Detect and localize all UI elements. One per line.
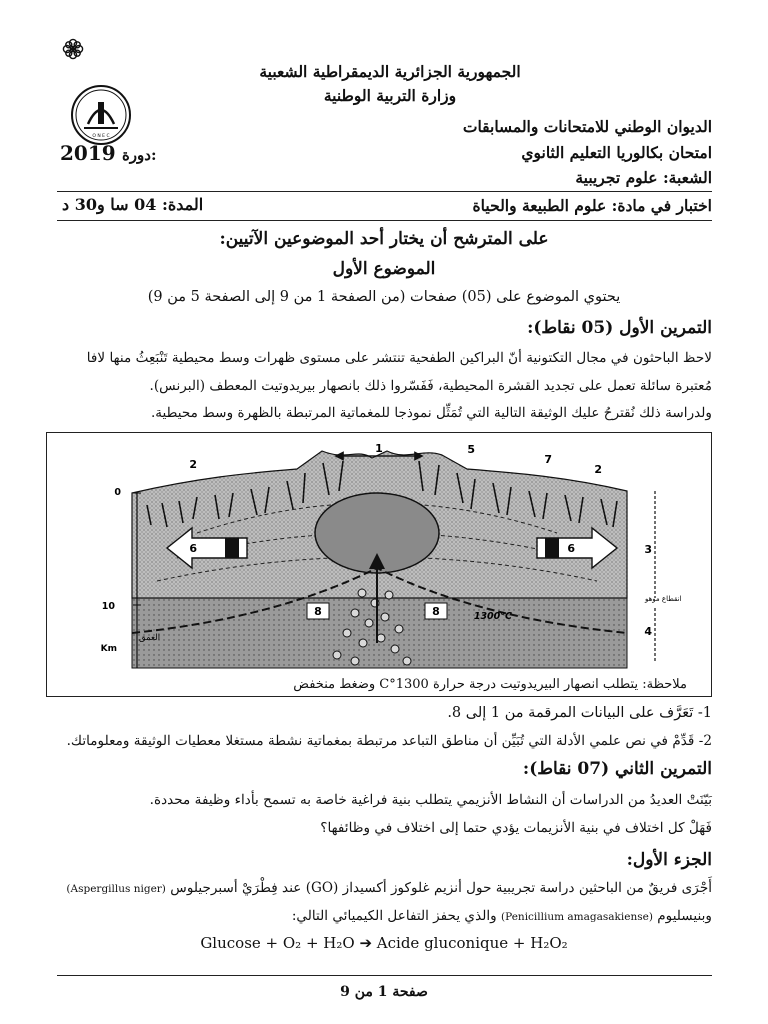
session-word: دورة: bbox=[121, 146, 157, 164]
exercise1-title: التمرين الأول (05 نقاط): bbox=[527, 318, 712, 338]
exercise2-paragraph-line2: فَهَلْ كل اختلاف في بنية الأنزيمات يؤدي حتما إلى اختلاف في وظائفها؟ bbox=[320, 820, 712, 836]
exercise2-paragraph-line4 bbox=[52, 908, 712, 924]
subject-title: اختبار في مادة: علوم الطبيعة والحياة bbox=[472, 196, 712, 215]
office-title: الديوان الوطني للامتحانات والمسابقات bbox=[462, 117, 712, 136]
topic-title: الموضوع الأول bbox=[332, 259, 436, 279]
reaction-intro: والذي يحفز التفاعل الكيميائي التالي: bbox=[291, 908, 497, 924]
ridge-diagram-frame bbox=[46, 432, 712, 697]
part1-text: أَجْرَى فريقٌ من الباحثين دراسة تجريبية حول أنزيم غلوكوز أكسيداز (GO) عند فِطْرَيْ أسبرجيلوس bbox=[170, 880, 712, 896]
mantle-layer bbox=[132, 598, 627, 668]
label-2-left: 2 bbox=[189, 458, 197, 471]
depth-0: 0 bbox=[114, 487, 121, 498]
exercise1-paragraph-line3: ولدراسة ذلك نُقترحُ عليك الوثيقة التالية التي تُمَثِّل نموذجا للمغماتية المرتبطة بالظهرة وسط محيطية. bbox=[150, 405, 712, 421]
aspergillus-name: (Aspergillus niger) bbox=[66, 883, 166, 895]
flower-icon bbox=[62, 38, 84, 60]
exercise1-question2: 2- قَدِّمْ في نص علمي الأدلة التي تُبَيِّن أن مناطق التباعد مرتبطة بمغماتية نشطة مستغلا معطيات الوثيقة ومعلوماتك. bbox=[66, 733, 712, 749]
ridge-diagram bbox=[47, 433, 711, 696]
part1-title: الجزء الأول: bbox=[626, 850, 712, 870]
branch-title: الشعبة: علوم تجريبية bbox=[575, 168, 712, 187]
header-rule-top bbox=[57, 191, 712, 192]
penicillium-label: وبنيسليوم bbox=[657, 908, 712, 924]
exam-title: امتحان بكالوريا التعليم الثانوي bbox=[521, 143, 712, 162]
depth-axis-label: العمق bbox=[139, 633, 161, 643]
label-8-right: 8 bbox=[432, 605, 440, 618]
choose-instruction: على المترشح أن يختار أحد الموضوعين الآتيين: bbox=[219, 229, 549, 249]
exercise1-paragraph-line2: مُعتبرة سائلة تعمل على تجديد القشرة المحيطية، فَفَسّروا ذلك بانصهار بيريدوتيت المعطف (البرنس). bbox=[149, 378, 712, 394]
header-rule-bottom bbox=[57, 220, 712, 221]
ministry-title: وزارة التربية الوطنية bbox=[323, 86, 457, 105]
label-4: 4 bbox=[644, 625, 652, 638]
page-number: صفحة 1 من 9 bbox=[340, 984, 428, 1000]
svg-text:O N E C: O N E C bbox=[92, 134, 110, 139]
label-6-left: 6 bbox=[189, 542, 197, 555]
reaction-equation: Glucose + O₂ + H₂O ➔ Acide gluconique + H₂O₂ bbox=[200, 934, 568, 952]
session-year: 2019 bbox=[60, 141, 116, 165]
onec-logo-icon bbox=[70, 84, 132, 146]
republic-title: الجمهورية الجزائرية الديمقراطية الشعبية bbox=[259, 62, 521, 81]
exercise1-question1: 1- تَعَرَّف على البيانات المرقمة من 1 إلى 8. bbox=[447, 705, 712, 721]
exercise2-paragraph-line3 bbox=[52, 880, 712, 896]
label-6-right: 6 bbox=[567, 542, 575, 555]
label-7: 7 bbox=[544, 453, 552, 466]
label-5: 5 bbox=[467, 443, 475, 456]
footer-rule bbox=[57, 975, 712, 976]
pages-note: يحتوي الموضوع على (05) صفحات (من الصفحة 1 من 9 إلى الصفحة 5 من 9) bbox=[147, 289, 621, 305]
exercise2-paragraph-line1: بَيّنَتْ العديدُ من الدراسات أن النشاط الأنزيمي يتطلب بنية فراغية خاصة به تسمح بأداء وظيفة محددة. bbox=[149, 792, 712, 808]
depth-unit: Km bbox=[100, 644, 117, 654]
temperature-label: 1300°C bbox=[473, 611, 512, 622]
session-label bbox=[60, 141, 157, 165]
depth-10: 10 bbox=[101, 601, 115, 612]
diagram-note: ملاحظة: يتطلب انصهار البيريدوتيت درجة حرارة 1300°C وضغط منخفض bbox=[293, 677, 687, 692]
label-1: 1 bbox=[375, 442, 383, 455]
exercise2-title: التمرين الثاني (07 نقاط): bbox=[522, 759, 712, 779]
moho-label: انقطاع موهو bbox=[645, 595, 682, 603]
label-3: 3 bbox=[644, 543, 652, 556]
duration-label: المدة: 04 سا و30 د bbox=[62, 195, 204, 214]
penicillium-name: (Penicillium amagasakiense) bbox=[501, 911, 653, 923]
exercise1-paragraph-line1: لاحظ الباحثون في مجال التكتونية أنّ البراكين الطفحية تنتشر على مستوى ظهرات وسط محيطية تَنْبَعِثُ منها لافا bbox=[86, 350, 712, 366]
label-8-left: 8 bbox=[314, 605, 322, 618]
label-2-right: 2 bbox=[594, 463, 602, 476]
